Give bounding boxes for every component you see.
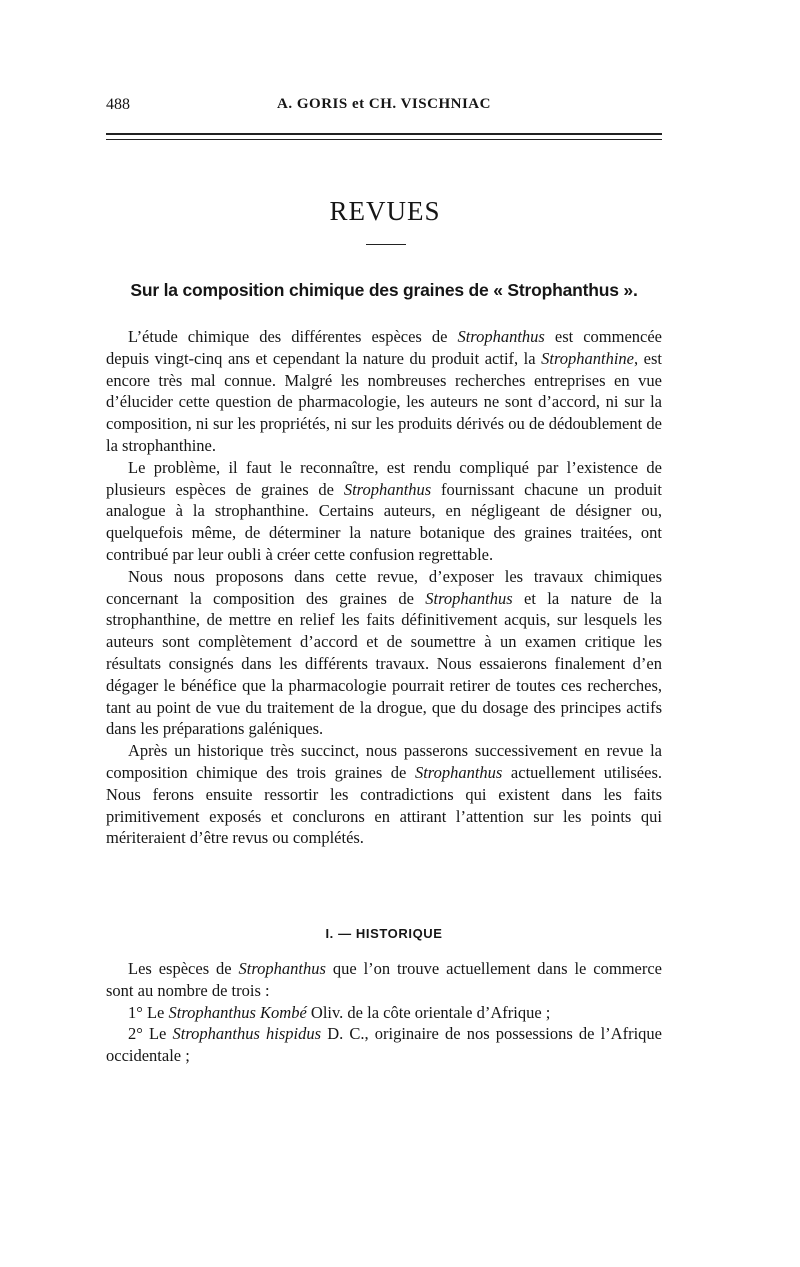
list-item: 2° Le Strophanthus hispidus D. C., originaire de nos possessions de l’Afrique occidentale ; bbox=[106, 1024, 662, 1066]
list-item: 1° Le Strophanthus Kombé Oliv. de la côte orientale d’Afrique ; bbox=[128, 1002, 551, 1022]
article-title: Sur la composition chimique des graines de « Strophanthus ». bbox=[130, 280, 638, 300]
header-rule-thick bbox=[106, 133, 662, 135]
subheading-historique: I. — HISTORIQUE bbox=[325, 926, 443, 941]
paragraph-plan: Après un historique très succinct, nous passerons successivement en revue la composition chimique des trois graines de Strophanthus actuellement utilisées. Nous ferons ensuite ressortir les contradictions qui existent dans les faits primitivement exposés et conclurons en attirant l’attention sur les points qui mériteraient d’être revus ou complétés. bbox=[106, 741, 662, 848]
title-divider bbox=[366, 244, 406, 245]
page-number: 488 bbox=[106, 96, 130, 113]
section-title: REVUES bbox=[329, 196, 441, 226]
page-header bbox=[106, 96, 662, 118]
historique-body bbox=[106, 958, 662, 1067]
article-body bbox=[106, 326, 662, 849]
paragraph-problem: Le problème, il faut le reconnaître, est rendu compliqué par l’existence de plusieurs espèces de graines de Strophanthus fournissant chacune un produit analogue à la strophanthine. Certains auteurs, en négligeant de désigner ou, quelquefois même, de déterminer la nature botanique des graines traitées, ont contribué par leur oubli à créer cette confusion regrettable. bbox=[106, 457, 663, 564]
paragraph-purpose: Nous nous proposons dans cette revue, d’exposer les travaux chimiques concernant la composition des graines de Strophanthus et la nature de la strophanthine, de mettre en relief les faits définitivement acquis, sur lesquels les auteurs sont complètement d’accord et de soumettre à un examen critique les résultats consignés dans les différents travaux. Nous essaierons finalement d’en dégager le bénéfice que la pharmacologie pourrait retirer de toutes ces recherches, tant au point de vue du traitement de la drogue, que du dosage des principes actifs dans les préparations galéniques. bbox=[106, 566, 663, 739]
paragraph-intro: L’étude chimique des différentes espèces de Strophanthus est commencée depuis vingt-cinq ans et cependant la nature du produit actif, la Strophanthine, est encore très mal connue. Malgré les nombreuses recherches entreprises en vue d’élucider cette question de pharmacologie, les auteurs ne sont d’accord, ni sur la composition, ni sur les propriétés, ni sur les produits dérivés ou de dédoublement de la strophanthine. bbox=[106, 327, 662, 455]
running-head: A. GORIS et CH. VISCHNIAC bbox=[277, 96, 491, 112]
historique-intro: Les espèces de Strophanthus que l’on trouve actuellement dans le commerce sont au nombre de trois : bbox=[106, 959, 662, 1000]
header-rule-thin bbox=[106, 139, 662, 140]
